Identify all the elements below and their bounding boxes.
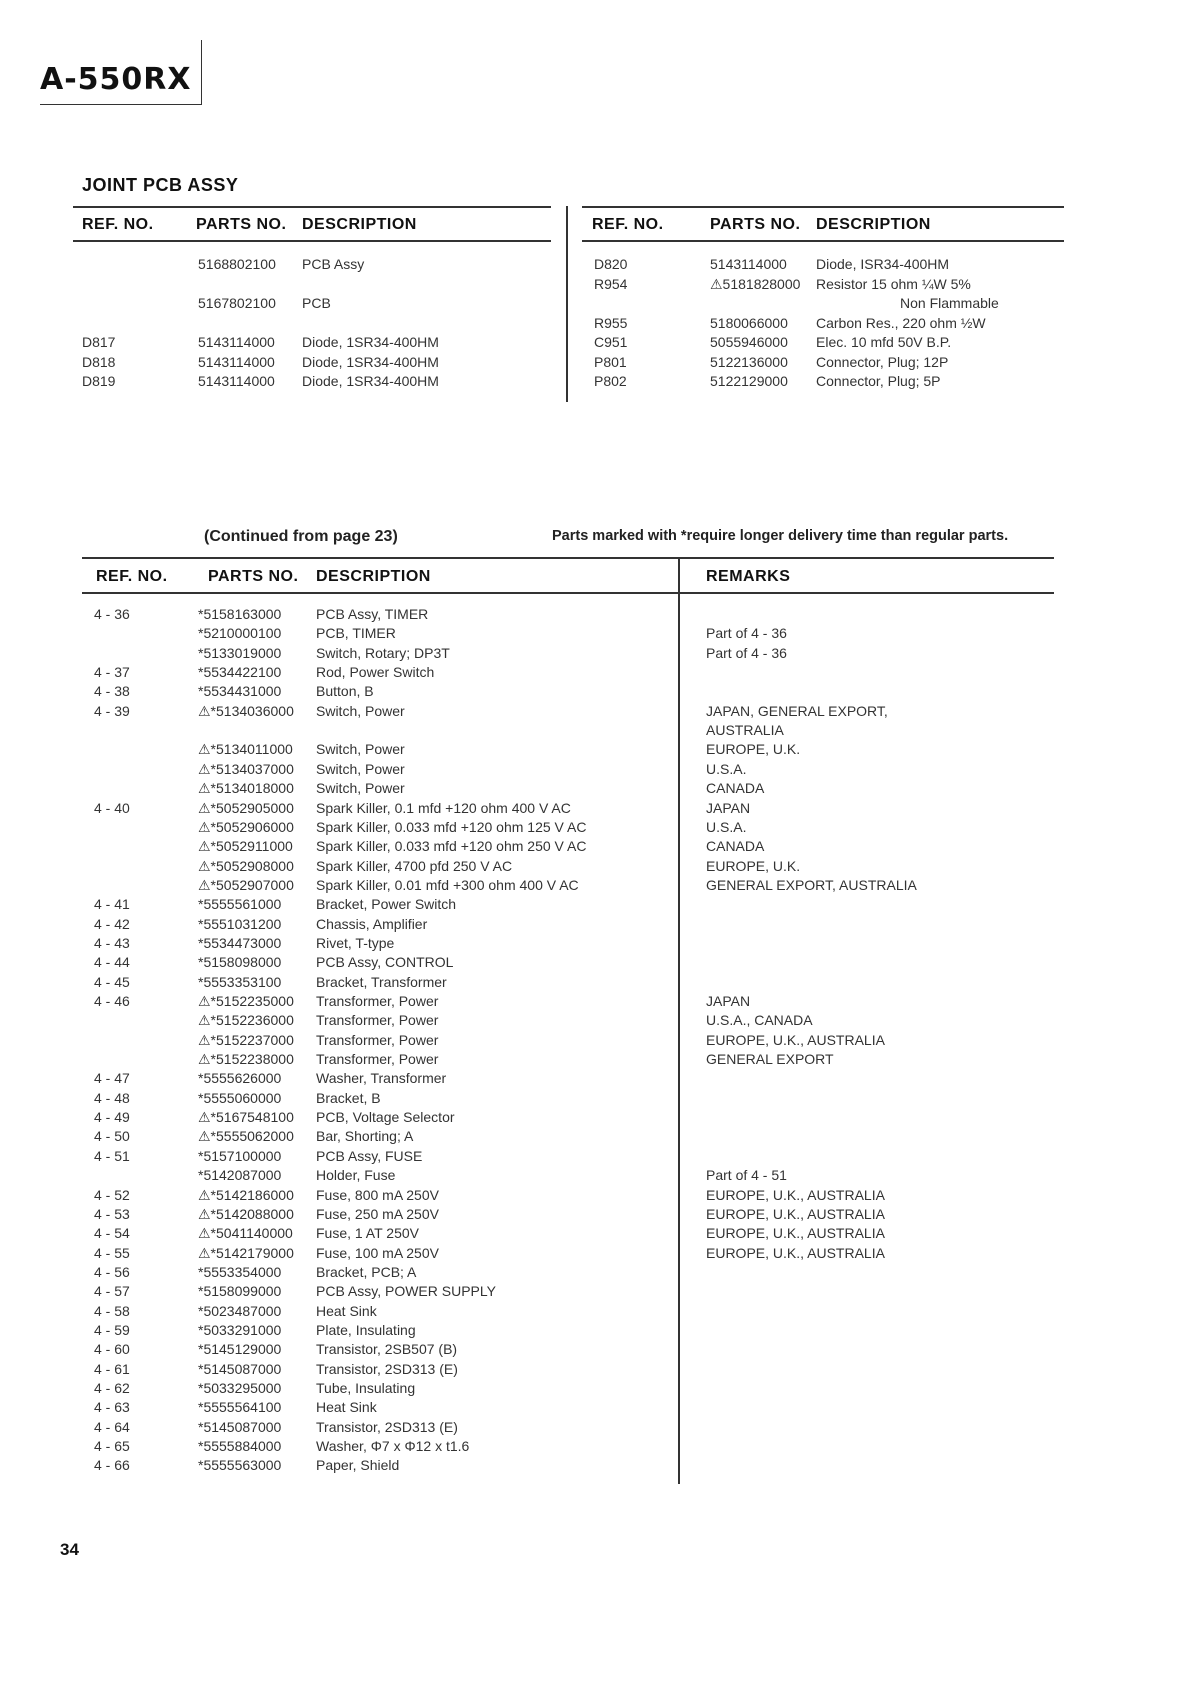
main-row [0, 1090, 1191, 1109]
main-header-desc: DESCRIPTION [316, 568, 431, 585]
joint-right-top-rule [582, 206, 1064, 208]
main-row [0, 1438, 1191, 1457]
main-row-parts: *5142087000 [198, 1167, 282, 1184]
main-top-rule [82, 557, 1054, 559]
main-row-desc: Tube, Insulating [316, 1380, 416, 1396]
model-divider-horizontal [40, 104, 202, 105]
main-row-desc: Transistor, 2SB507 (B) [316, 1341, 458, 1358]
joint-right-header-rule [582, 240, 1064, 242]
main-row-parts: *5033291000 [198, 1321, 282, 1338]
main-row-parts: *5553354000 [198, 1263, 282, 1280]
main-row-parts: ⚠*5052905000 [198, 799, 294, 816]
main-row-desc: Fuse, 1 AT 250V [316, 1225, 419, 1242]
joint-right-row-desc: Elec. 10 mfd 50V B.P. [816, 334, 952, 350]
main-row-parts: *5158098000 [198, 954, 282, 971]
main-row-remarks: U.S.A. [706, 760, 747, 777]
joint-right-header-parts: PARTS NO. [710, 216, 801, 233]
model-divider-vertical [201, 40, 202, 104]
joint-left-row-parts: 5143114000 [198, 353, 275, 370]
joint-right-row-parts: 5143114000 [710, 256, 787, 272]
main-row-desc: Fuse, 250 mA 250V [316, 1205, 439, 1222]
main-row-desc: Spark Killer, 0.1 mfd +120 ohm 400 V AC [316, 799, 571, 816]
main-row-ref: 4 - 42 [94, 915, 130, 932]
main-row [0, 916, 1191, 935]
main-row-desc: Heat Sink [316, 1399, 377, 1416]
main-row-parts: ⚠*5152235000 [198, 993, 294, 1009]
model-title: A-550RX [40, 62, 192, 97]
main-row-remarks: JAPAN [706, 993, 751, 1009]
main-row [0, 1457, 1191, 1476]
main-row [0, 993, 1191, 1012]
main-row [0, 1380, 1191, 1399]
main-row-desc: Transformer, Power [316, 1031, 439, 1048]
main-row [0, 1341, 1191, 1360]
main-row [0, 838, 1191, 857]
joint-left-row-parts: 5168802100 [198, 256, 276, 272]
main-row-desc: Switch, Power [316, 760, 405, 777]
main-row [0, 1225, 1191, 1244]
main-row-desc: Switch, Power [316, 702, 405, 719]
main-row-desc: Spark Killer, 0.033 mfd +120 ohm 125 V AC [316, 818, 587, 835]
joint-left-row-ref: D819 [82, 373, 116, 389]
main-row-parts: ⚠*5555062000 [198, 1128, 294, 1145]
main-row-desc: Fuse, 100 mA 250V [316, 1244, 439, 1261]
main-row-parts: ⚠*5167548100 [198, 1109, 294, 1126]
main-row-ref: 4 - 57 [94, 1283, 130, 1300]
main-row-remarks: EUROPE, U.K., AUSTRALIA [706, 1244, 885, 1261]
main-row [0, 780, 1191, 799]
joint-right-row [0, 334, 1191, 353]
main-row-remarks: CANADA [706, 780, 765, 797]
main-row [0, 1012, 1191, 1031]
joint-right-row-parts: ⚠5181828000 [710, 275, 801, 292]
joint-right-header-desc: DESCRIPTION [816, 216, 931, 233]
section-title: JOINT PCB ASSY [82, 175, 239, 195]
main-row-desc: Paper, Shield [316, 1457, 400, 1474]
main-row-ref: 4 - 63 [94, 1399, 130, 1416]
main-row-ref: 4 - 48 [94, 1089, 130, 1106]
main-row-remarks: Part of 4 - 36 [706, 644, 787, 661]
main-row-ref: 4 - 49 [94, 1109, 130, 1126]
main-row-remarks: JAPAN [706, 799, 751, 816]
main-row-remarks: Part of 4 - 36 [706, 625, 787, 642]
main-row-ref: 4 - 51 [94, 1147, 130, 1164]
joint-right-row-desc: Connector, Plug; 5P [816, 373, 941, 389]
main-row-ref: 4 - 46 [94, 993, 130, 1009]
joint-left-row-parts: 5143114000 [198, 334, 275, 350]
main-row-desc: Heat Sink [316, 1302, 377, 1319]
main-row [0, 974, 1191, 993]
main-row-desc: Washer, Φ7 x Φ12 x t1.6 [316, 1438, 470, 1455]
main-row-ref: 4 - 36 [94, 606, 130, 622]
joint-left-row-desc: PCB Assy [302, 256, 365, 272]
joint-right-row-ref: P801 [594, 353, 627, 370]
main-row [0, 877, 1191, 896]
main-row [0, 645, 1191, 664]
main-row [0, 1070, 1191, 1089]
main-row-desc: Transformer, Power [316, 993, 439, 1009]
joint-right-row [0, 315, 1191, 334]
main-row [0, 896, 1191, 915]
main-row-parts: *5551031200 [198, 915, 282, 932]
main-row-desc: Transformer, Power [316, 1012, 439, 1029]
main-row [0, 606, 1191, 625]
joint-right-row-parts: 5122129000 [710, 373, 788, 389]
joint-right-row-parts: 5055946000 [710, 334, 788, 350]
joint-left-row-ref: D817 [82, 334, 116, 350]
main-row-ref: 4 - 66 [94, 1457, 130, 1474]
joint-left-header-desc: DESCRIPTION [302, 216, 417, 233]
main-row-ref: 4 - 50 [94, 1128, 130, 1145]
main-row-ref: 4 - 44 [94, 954, 130, 971]
main-row [0, 664, 1191, 683]
main-row-ref: 4 - 38 [94, 683, 130, 700]
main-row-ref: 4 - 56 [94, 1263, 130, 1280]
joint-right-row-parts: 5122136000 [710, 353, 788, 370]
joint-right-row-ref: D820 [594, 256, 628, 272]
joint-right-row-desc: Connector, Plug; 12P [816, 353, 949, 370]
joint-right-row [0, 256, 1191, 275]
main-row-parts: *5145129000 [198, 1341, 282, 1358]
main-row [0, 1051, 1191, 1070]
main-row-parts: ⚠*5152236000 [198, 1012, 294, 1029]
main-row-ref: 4 - 47 [94, 1070, 130, 1087]
main-row-parts: *5534422100 [198, 664, 282, 681]
main-row-parts: *5033295000 [198, 1380, 282, 1396]
main-row-ref: 4 - 37 [94, 664, 130, 681]
main-row-ref: 4 - 59 [94, 1321, 130, 1338]
main-row [0, 741, 1191, 760]
joint-right-row [0, 373, 1191, 392]
main-row-parts: *5158099000 [198, 1283, 282, 1300]
main-row-ref: 4 - 60 [94, 1341, 130, 1358]
main-row-desc: Bracket, PCB; A [316, 1263, 417, 1280]
main-row-parts: *5555564100 [198, 1399, 282, 1416]
main-row [0, 1167, 1191, 1186]
main-row-desc: Fuse, 800 mA 250V [316, 1186, 439, 1203]
joint-left-row-parts: 5143114000 [198, 373, 275, 389]
page-number: 34 [60, 1540, 79, 1559]
main-header-rule [82, 592, 1054, 594]
main-row [0, 625, 1191, 644]
main-row-desc: Switch, Power [316, 741, 405, 758]
main-row-remarks: GENERAL EXPORT, AUSTRALIA [706, 876, 917, 893]
main-row [0, 1245, 1191, 1264]
main-row-parts: *5553353100 [198, 973, 282, 990]
main-row-remarks: U.S.A., CANADA [706, 1012, 813, 1029]
main-row-remarks: U.S.A. [706, 818, 747, 835]
main-row-parts: ⚠*5052908000 [198, 857, 294, 874]
main-row [0, 858, 1191, 877]
main-row-ref: 4 - 52 [94, 1186, 130, 1203]
main-row-parts: *5555561000 [198, 896, 282, 913]
main-row-desc: Spark Killer, 4700 pfd 250 V AC [316, 857, 513, 874]
main-row-parts: *5145087000 [198, 1418, 282, 1435]
main-row [0, 761, 1191, 780]
main-row-remarks: EUROPE, U.K., AUSTRALIA [706, 1225, 885, 1242]
main-row-desc: Transistor, 2SD313 (E) [316, 1418, 458, 1435]
joint-left-row-desc: Diode, 1SR34-400HM [302, 353, 439, 370]
main-row-parts: ⚠*5041140000 [198, 1225, 293, 1242]
main-row-desc: Holder, Fuse [316, 1167, 396, 1184]
main-row-ref: 4 - 58 [94, 1302, 130, 1319]
main-row [0, 1264, 1191, 1283]
main-row-parts: *5145087000 [198, 1360, 282, 1377]
main-row [0, 1399, 1191, 1418]
main-row-parts: *5555626000 [198, 1070, 282, 1087]
main-row-ref: 4 - 41 [94, 896, 130, 913]
main-row-parts: *5023487000 [198, 1302, 282, 1319]
main-row-parts: ⚠*5134011000 [198, 741, 293, 758]
main-row [0, 1128, 1191, 1147]
joint-right-row-desc: Diode, ISR34-400HM [816, 256, 950, 272]
main-row-parts: ⚠*5142179000 [198, 1244, 294, 1261]
main-row-desc: PCB Assy, TIMER [316, 606, 429, 622]
main-row-desc: Bracket, Transformer [316, 973, 447, 990]
main-row-remarks: EUROPE, U.K. [706, 741, 801, 758]
main-row-parts: ⚠*5052907000 [198, 876, 294, 893]
main-row-parts: ⚠*5152238000 [198, 1051, 294, 1068]
main-row-desc: PCB, Voltage Selector [316, 1109, 455, 1126]
joint-right-row-desc: Carbon Res., 220 ohm ½W [816, 314, 986, 331]
main-row-remarks: GENERAL EXPORT [706, 1051, 834, 1068]
main-row-desc: PCB Assy, POWER SUPPLY [316, 1283, 496, 1300]
joint-right-row-ref: R955 [594, 314, 628, 331]
main-row [0, 1032, 1191, 1051]
main-parts-table [0, 606, 1191, 1486]
main-row-desc: Transformer, Power [316, 1051, 439, 1068]
main-row [0, 954, 1191, 973]
delivery-note: Parts marked with *require longer delivery time than regular parts. [552, 528, 1009, 544]
main-row-ref: 4 - 43 [94, 934, 130, 951]
joint-right-row-ref: C951 [594, 334, 628, 350]
main-header-parts: PARTS NO. [208, 568, 299, 585]
main-row-remarks: JAPAN, GENERAL EXPORT, [706, 702, 888, 719]
main-row-desc: Spark Killer, 0.033 mfd +120 ohm 250 V AC [316, 838, 587, 855]
main-row-parts: ⚠*5052906000 [198, 818, 294, 835]
main-row-desc: Plate, Insulating [316, 1321, 416, 1338]
main-row-desc: Spark Killer, 0.01 mfd +300 ohm 400 V AC [316, 876, 579, 893]
main-row [0, 1361, 1191, 1380]
main-row-ref: 4 - 54 [94, 1225, 130, 1242]
main-row [0, 722, 1191, 741]
joint-right-row-ref: P802 [594, 373, 627, 389]
main-row-ref: 4 - 39 [94, 702, 130, 719]
main-row-desc: PCB Assy, CONTROL [316, 954, 454, 971]
joint-right-row [0, 354, 1191, 373]
main-row-desc: Washer, Transformer [316, 1070, 447, 1087]
main-row-parts: ⚠*5142088000 [198, 1205, 294, 1222]
main-row-parts: *5555563000 [198, 1457, 282, 1474]
main-row-desc: Button, B [316, 683, 374, 700]
main-row [0, 703, 1191, 722]
main-row-desc: Switch, Power [316, 780, 405, 797]
main-row-ref: 4 - 55 [94, 1244, 130, 1261]
joint-right-row-note: Non Flammable [900, 294, 999, 311]
main-row [0, 819, 1191, 838]
main-row [0, 1109, 1191, 1128]
main-row-desc: Rivet, T-type [316, 934, 395, 951]
main-row-desc: Chassis, Amplifier [316, 915, 428, 932]
joint-left-header-rule [73, 240, 551, 242]
main-row-remarks: EUROPE, U.K., AUSTRALIA [706, 1031, 885, 1048]
main-row-ref: 4 - 45 [94, 973, 130, 990]
joint-left-row-desc: PCB [302, 295, 331, 311]
main-row [0, 1148, 1191, 1167]
main-row-parts: *5555884000 [198, 1438, 282, 1455]
main-row-ref: 4 - 62 [94, 1380, 130, 1396]
main-row-parts: *5157100000 [198, 1147, 282, 1164]
main-row-desc: Transistor, 2SD313 (E) [316, 1360, 458, 1377]
main-row [0, 935, 1191, 954]
main-row-ref: 4 - 65 [94, 1438, 130, 1455]
joint-left-row-desc: Diode, 1SR34-400HM [302, 334, 439, 350]
main-row-parts: ⚠*5134018000 [198, 780, 294, 797]
joint-left-header-parts: PARTS NO. [196, 216, 287, 233]
main-row-desc: PCB Assy, FUSE [316, 1147, 423, 1164]
main-row-ref: 4 - 53 [94, 1205, 130, 1222]
main-row-remarks: CANADA [706, 838, 765, 855]
joint-left-row-desc: Diode, 1SR34-400HM [302, 373, 439, 389]
joint-right-row-ref: R954 [594, 275, 628, 292]
joint-right-header-ref: REF. NO. [592, 216, 664, 233]
main-row-parts: *5133019000 [198, 644, 282, 661]
main-row-parts: ⚠*5142186000 [198, 1186, 294, 1203]
main-row-parts: *5210000100 [198, 625, 282, 642]
main-row-ref: 4 - 61 [94, 1360, 130, 1377]
main-row-parts: *5555060000 [198, 1089, 282, 1106]
main-row-desc: PCB, TIMER [316, 625, 396, 642]
main-row-desc: Bracket, B [316, 1089, 381, 1106]
main-row-parts: ⚠*5152237000 [198, 1031, 294, 1048]
main-row [0, 1283, 1191, 1302]
joint-left-row-ref: D818 [82, 353, 116, 370]
main-row-parts: ⚠*5052911000 [198, 838, 293, 855]
main-row-remarks: EUROPE, U.K., AUSTRALIA [706, 1186, 885, 1203]
main-header-ref: REF. NO. [96, 568, 168, 585]
joint-left-header-ref: REF. NO. [82, 216, 154, 233]
main-row [0, 1419, 1191, 1438]
main-row [0, 683, 1191, 702]
main-header-remarks: REMARKS [706, 568, 791, 585]
main-row-remarks: EUROPE, U.K., AUSTRALIA [706, 1205, 885, 1222]
main-row-parts: *5534431000 [198, 683, 282, 700]
main-row-remarks: EUROPE, U.K. [706, 857, 801, 874]
main-row-parts: ⚠*5134037000 [198, 760, 294, 777]
main-row-parts: *5534473000 [198, 934, 282, 951]
main-row [0, 1206, 1191, 1225]
main-row-remarks: AUSTRALIA [706, 722, 784, 739]
main-row-desc: Bracket, Power Switch [316, 896, 457, 913]
main-row-ref: 4 - 40 [94, 799, 130, 816]
main-row [0, 1322, 1191, 1341]
main-row-desc: Switch, Rotary; DP3T [316, 644, 450, 661]
main-row-ref: 4 - 64 [94, 1418, 130, 1435]
main-row-remarks: Part of 4 - 51 [706, 1167, 787, 1184]
main-row-parts: *5158163000 [198, 606, 282, 622]
main-row [0, 800, 1191, 819]
main-row [0, 1187, 1191, 1206]
main-row-desc: Bar, Shorting; A [316, 1128, 414, 1145]
main-row-parts: ⚠*5134036000 [198, 702, 294, 719]
main-row [0, 1303, 1191, 1322]
main-row-desc: Rod, Power Switch [316, 664, 435, 681]
joint-right-row-parts: 5180066000 [710, 314, 788, 331]
joint-right-table [0, 256, 1191, 396]
joint-left-row-parts: 5167802100 [198, 295, 276, 311]
joint-left-top-rule [73, 206, 551, 208]
continued-note: (Continued from page 23) [204, 528, 398, 545]
joint-right-row-desc: Resistor 15 ohm ¼W 5% [816, 275, 971, 292]
